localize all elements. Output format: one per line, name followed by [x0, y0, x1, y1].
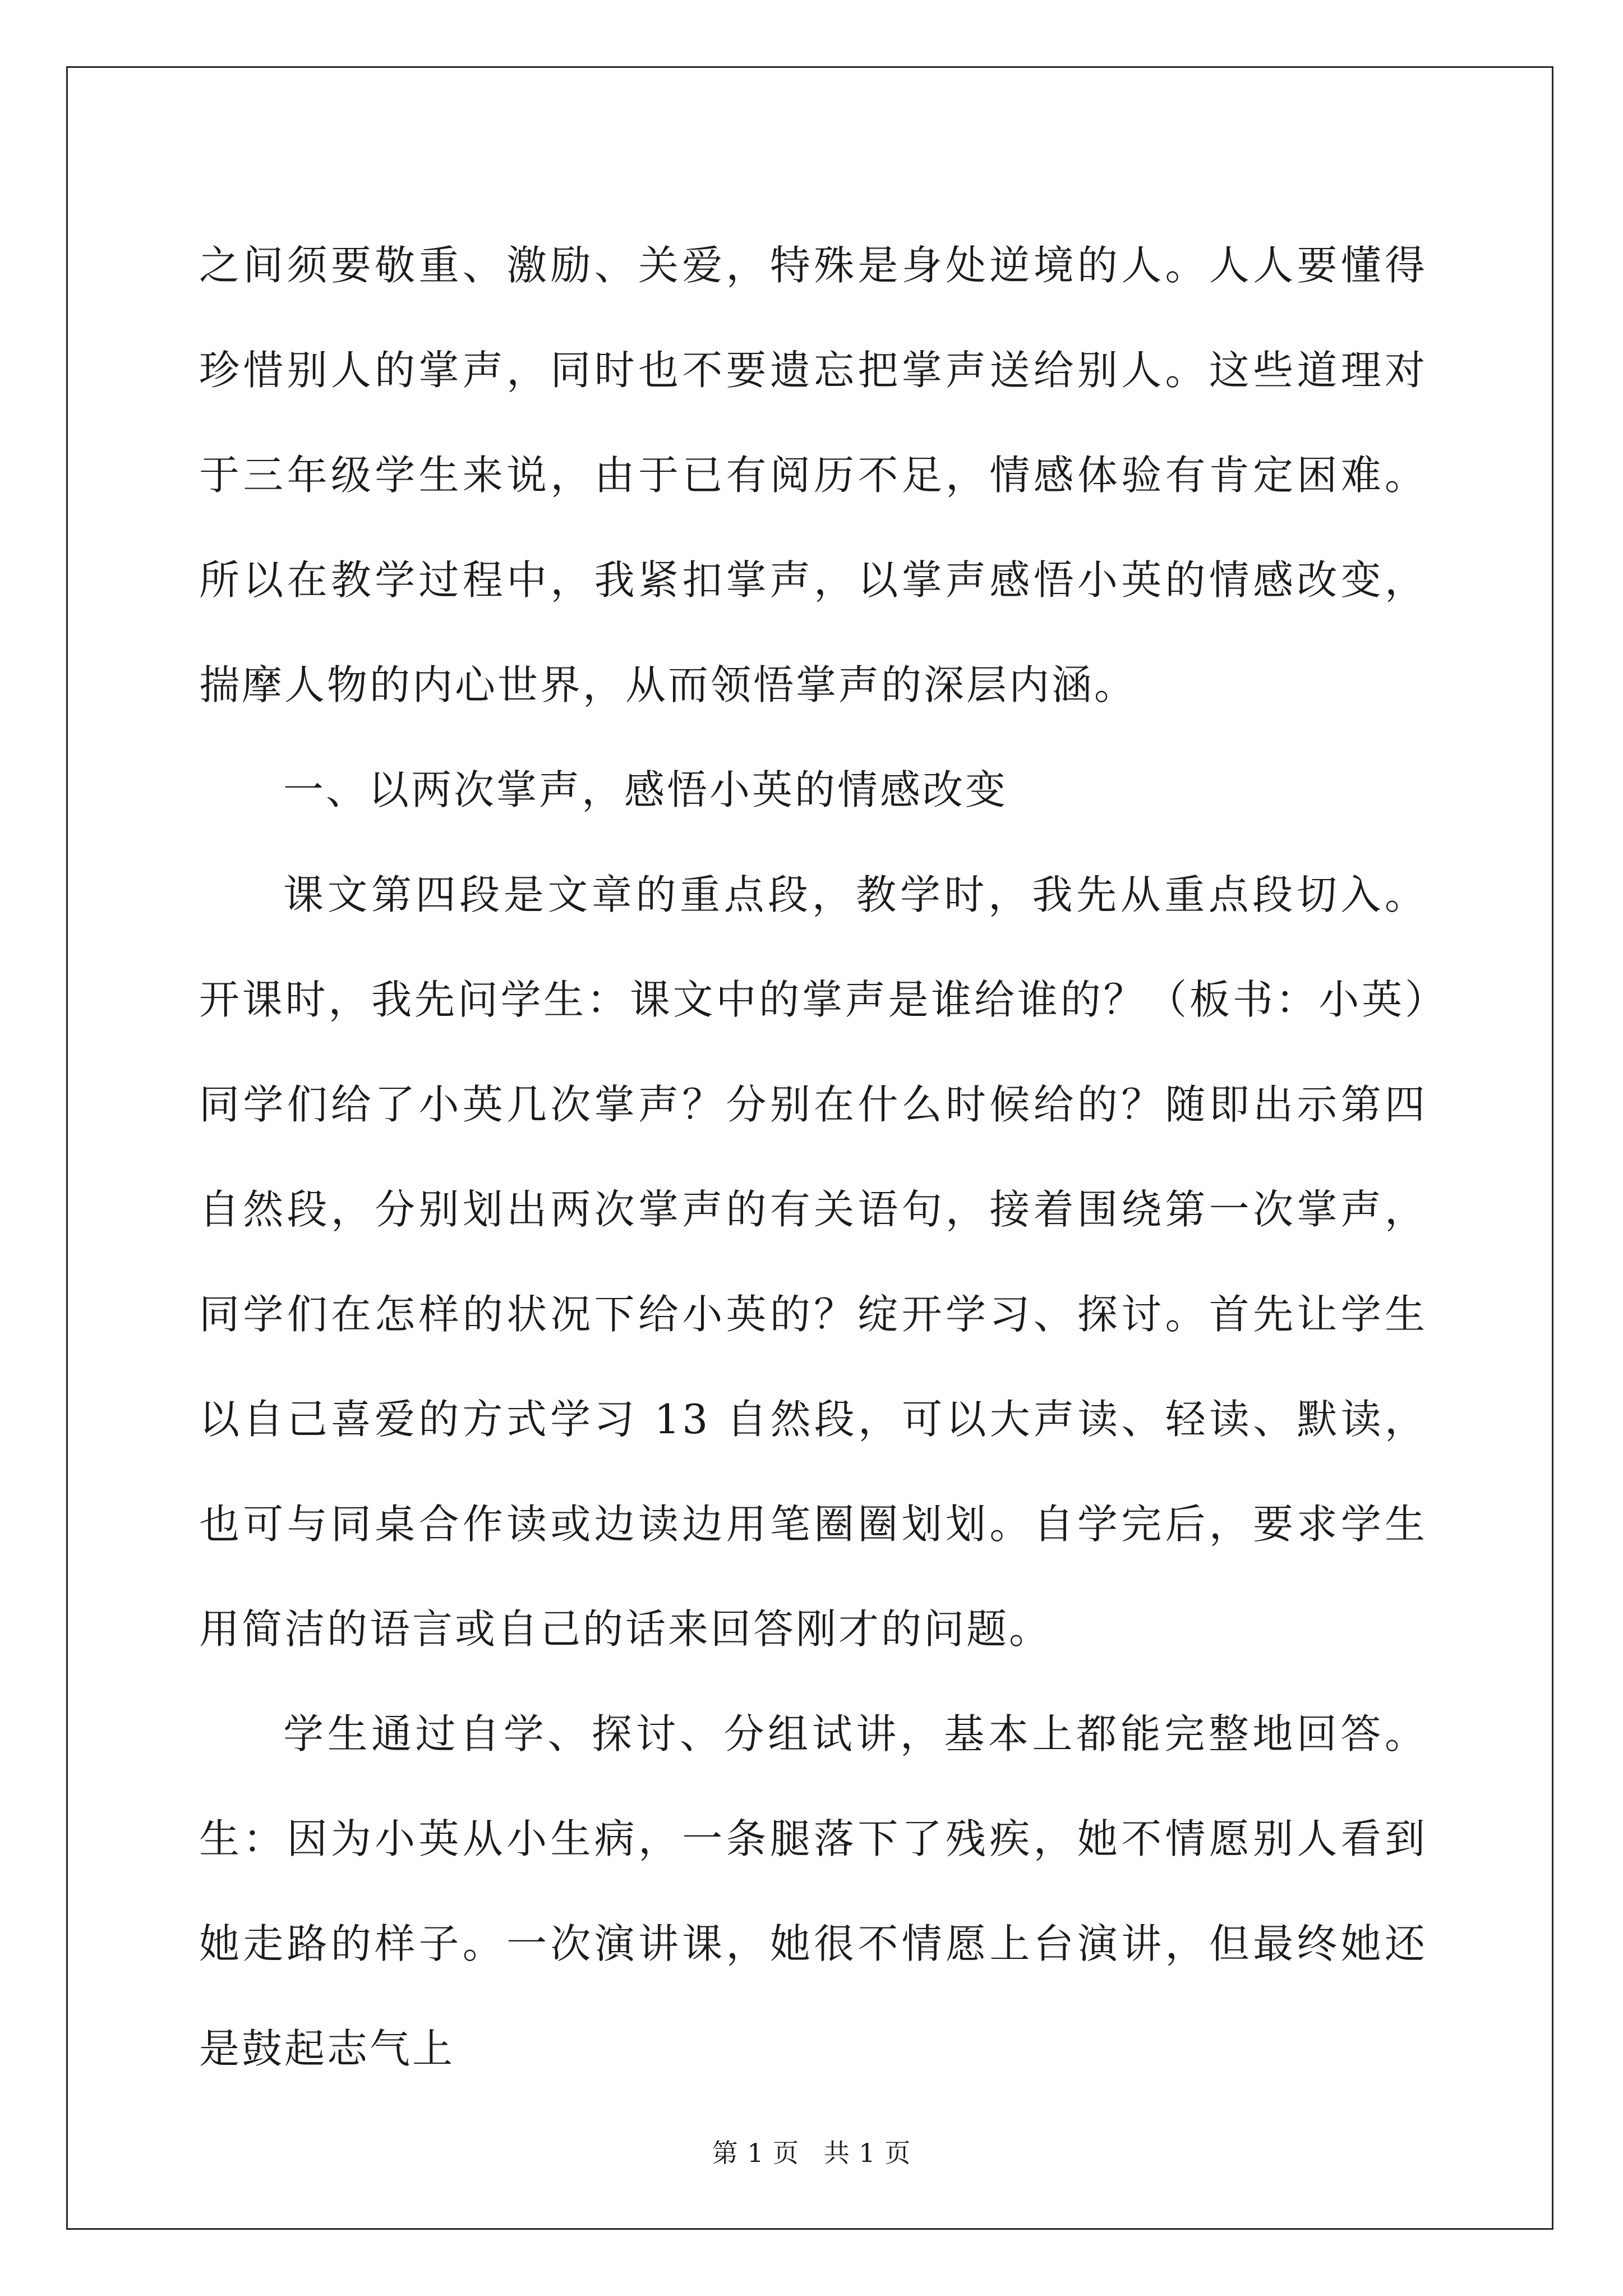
document-body	[199, 213, 1427, 2101]
section-heading: 一、以两次掌声，感悟小英的情感改变	[283, 766, 1008, 813]
page-total: 共 1 页	[823, 2138, 911, 2168]
page-footer	[0, 2136, 1623, 2170]
paragraph: 之间须要敬重、激励、关爱，特殊是身处逆境的人。人人要懂得珍惜别人的掌声，同时也不要遗忘把掌声送给别人。这些道理对于三年级学生来说，由于已有阅历不足，情感体验有肯定困难。所以在教学过程中，我紧扣掌声，以掌声感悟小英的情感改变，揣摩人物的内心世界，从而领悟掌声的深层内涵。	[199, 242, 1427, 708]
paragraph: 学生通过自学、探讨、分组试讲，基本上都能完整地回答。生：因为小英从小生病，一条腿落下了残疾，她不情愿别人看到她走路的样子。一次演讲课，她很不情愿上台演讲，但最终她还是鼓起志气上	[199, 1710, 1427, 2072]
page-number: 第 1 页	[712, 2138, 800, 2168]
paragraph: 课文第四段是文章的重点段，教学时，我先从重点段切入。开课时，我先问学生：课文中的掌声是谁给谁的？（板书：小英）同学们给了小英几次掌声？分别在什么时候给的？随即出示第四自然段，分别划出两次掌声的有关语句，接着围绕第一次掌声，同学们在怎样的状况下给小英的？绽开学习、探讨。首先让学生以自己喜爱的方式学习 13 自然段，可以大声读、轻读、默读，也可与同桌合作读或边读边用笔圈圈划划。自学完后，要求学生用简洁的语言或自己的话来回答刚才的问题。	[199, 871, 1427, 1653]
